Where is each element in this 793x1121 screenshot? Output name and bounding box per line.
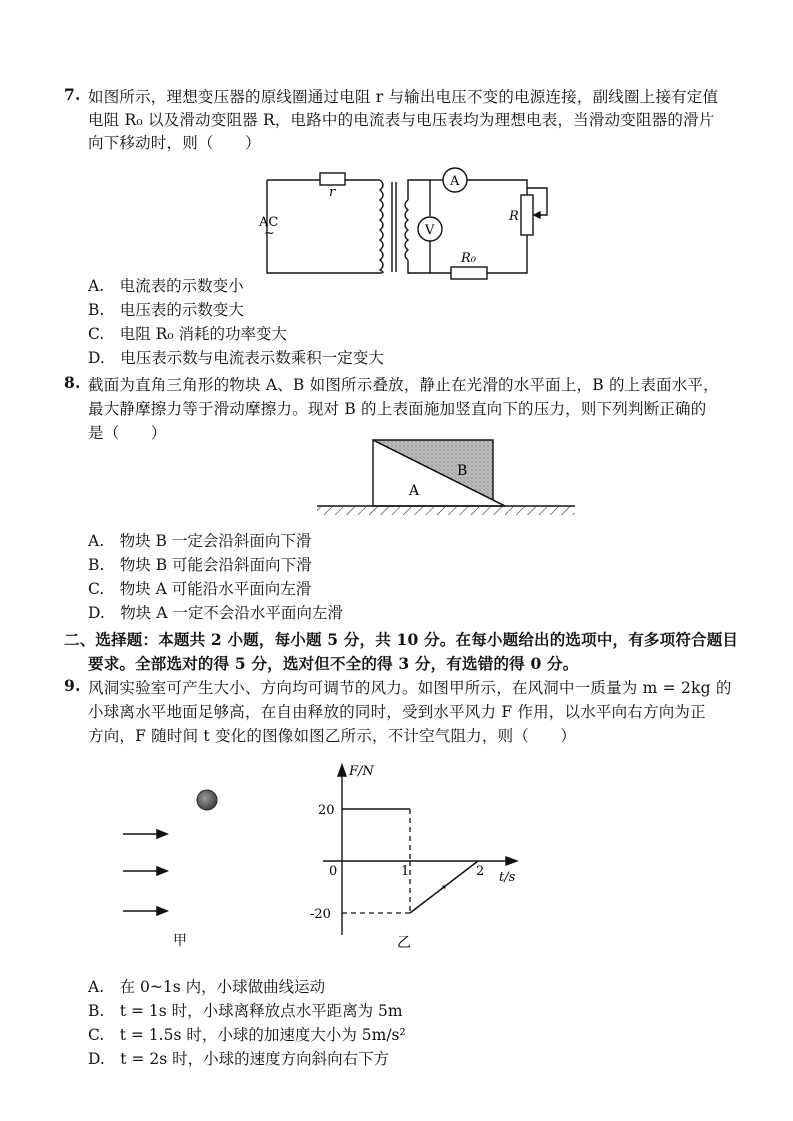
q9-text-line3: 方向，F 随时间 t 变化的图像如图乙所示，不计空气阻力，则（ ）: [88, 727, 577, 745]
section2-heading-line2: 要求。全部选对的得 5 分，选对但不全的得 3 分，有选错的得 0 分。: [88, 654, 579, 673]
x-tick-2: 2: [476, 864, 485, 879]
q9-wind-tunnel-figure: [115, 785, 235, 950]
q7-text-line3: 向下移动时，则（ ）: [88, 134, 261, 152]
R0-label: R₀: [461, 251, 476, 266]
voltmeter-label: V: [425, 223, 435, 238]
q8-option-c: C. 物块 A 可能沿水平面向左滑: [88, 580, 312, 598]
q9-text-line2: 小球离水平地面足够高，在自由释放的同时，受到水平风力 F 作用，以水平向右方向为正: [88, 703, 706, 721]
x-axis-label: t/s: [499, 870, 516, 885]
q8-option-a: A. 物块 B 一定会沿斜面向下滑: [88, 532, 312, 550]
q7-option-c: C. 电阻 R₀ 消耗的功率变大: [88, 325, 287, 343]
q9-option-a: A. 在 0~1s 内，小球做曲线运动: [88, 978, 326, 996]
q9-number: 9.: [64, 676, 81, 695]
origin-label: 0: [329, 864, 338, 879]
R-label: R: [509, 209, 519, 224]
wind-arrow-3: [157, 907, 167, 915]
q7-option-a: A. 电流表的示数变小: [88, 277, 244, 295]
q8-option-b: B. 物块 B 可能会沿斜面向下滑: [88, 556, 312, 574]
q7-text-line2: 电阻 R₀ 以及滑动变阻器 R，电路中的电流表与电压表均为理想电表，当滑动变阻器的滑片: [88, 111, 715, 129]
ac-source-label: AC: [259, 215, 279, 230]
y-tick-neg20: -20: [310, 907, 331, 922]
block-B-label: B: [457, 463, 468, 479]
q7-option-b: B. 电压表的示数变大: [88, 301, 244, 319]
block-A-label: A: [409, 483, 420, 499]
q8-blocks-figure: [315, 433, 580, 523]
ball: [197, 790, 217, 810]
x-tick-1: 1: [401, 864, 410, 879]
q9-text-line1: 风洞实验室可产生大小、方向均可调节的风力。如图甲所示，在风洞中一质量为 m = 2kg 的: [88, 679, 732, 697]
q9-force-time-chart: [305, 755, 535, 955]
q8-text-line2: 最大静摩擦力等于滑动摩擦力。现对 B 的上表面施加竖直向下的压力，则下列判断正确的: [88, 400, 707, 418]
q9-option-c: C. t = 1.5s 时，小球的加速度大小为 5m/s²: [88, 1026, 406, 1044]
q7-text-line1: 如图所示，理想变压器的原线圈通过电阻 r 与输出电压不变的电源连接，副线圈上接有定值: [88, 88, 719, 106]
svg-text:~: ~: [264, 226, 275, 241]
q8-option-d: D. 物块 A 一定不会沿水平面向左滑: [88, 604, 343, 622]
q9-option-d: D. t = 2s 时，小球的速度方向斜向右下方: [88, 1050, 390, 1068]
wind-arrow-2: [157, 867, 167, 875]
y-tick-20: 20: [318, 803, 335, 818]
figure-jia-caption: 甲: [173, 933, 187, 949]
figure-yi-caption: 乙: [397, 935, 411, 951]
q7-option-d: D. 电压表示数与电流表示数乘积一定变大: [88, 349, 384, 367]
q8-text-line3: 是（ ）: [88, 424, 167, 442]
resistor-R0: [451, 267, 487, 279]
r-label: r: [329, 185, 336, 200]
q7-circuit-figure: [255, 160, 555, 280]
rheostat-R: [521, 195, 533, 235]
resistor-r: [320, 173, 345, 185]
q8-text-line1: 截面为直角三角形的物块 A、B 如图所示叠放，静止在光滑的水平面上，B 的上表面水平，: [88, 376, 719, 394]
ramp-midpoint-mark: [443, 886, 446, 889]
ammeter-label: A: [450, 174, 460, 189]
q9-option-b: B. t = 1s 时，小球离释放点水平距离为 5m: [88, 1002, 403, 1020]
wind-arrow-1: [157, 830, 167, 838]
q7-number: 7.: [64, 85, 81, 104]
y-axis-label: F/N: [349, 764, 374, 779]
section2-heading-line1: 二、选择题：本题共 2 小题，每小题 5 分，共 10 分。在每小题给出的选项中，有多项符合题目: [64, 630, 739, 649]
q8-number: 8.: [64, 373, 81, 392]
